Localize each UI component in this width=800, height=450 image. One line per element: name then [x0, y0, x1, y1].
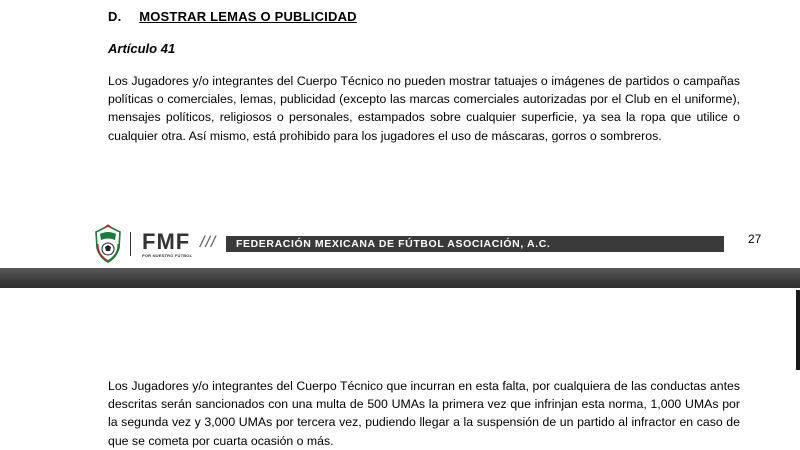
page-footer [92, 224, 782, 264]
article-title: Artículo 41 [108, 41, 176, 56]
article-paragraph: Los Jugadores y/o integrantes del Cuerpo Técnico no pueden mostrar tatuajes o imágenes de partidos o campañas políticas o comerciales, lemas, publicidad (excepto las marcas comerciales autorizadas por el Club en el uniforme), mensajes políticos, religiosos o personales, estampados sobre cualquier superficie, ya sea la ropa que utilice o cualquier otra. Así mismo, está prohibido para los jugadores el uso de máscaras, gorros o sombreros. [108, 74, 740, 143]
mexico-national-team-crest-icon [92, 224, 124, 264]
scrollbar-edge[interactable] [796, 290, 800, 370]
section-heading [108, 9, 357, 24]
section-title: MOSTRAR LEMAS O PUBLICIDAD [139, 9, 357, 24]
federation-banner [226, 236, 724, 252]
fmf-logo-text: FMF [142, 229, 191, 254]
page-number: 27 [748, 232, 762, 246]
section-letter: D. [108, 9, 122, 24]
sanction-paragraph: Los Jugadores y/o integrantes del Cuerpo Técnico que incurran en esta falta, por cualquiera de las conductas antes descritas serán sancionados con una multa de 500 UMAs la primera vez que infrinjan esta norma, 1,000 UMAs por la segunda vez y 3,000 UMAs por tercera vez, pudiendo llegar a la suspensión de un partido al infractor en caso de que se cometa por cuarta ocasión o más. [108, 379, 740, 448]
page-separator [0, 268, 800, 288]
federation-name: FEDERACIÓN MEXICANA DE FÚTBOL ASOCIACIÓN, A.C. [236, 238, 551, 250]
fmf-logo-tagline: POR NUESTRO FÚTBOL [142, 253, 193, 258]
footer-slashes: /// [200, 234, 217, 251]
footer-divider [130, 232, 131, 256]
